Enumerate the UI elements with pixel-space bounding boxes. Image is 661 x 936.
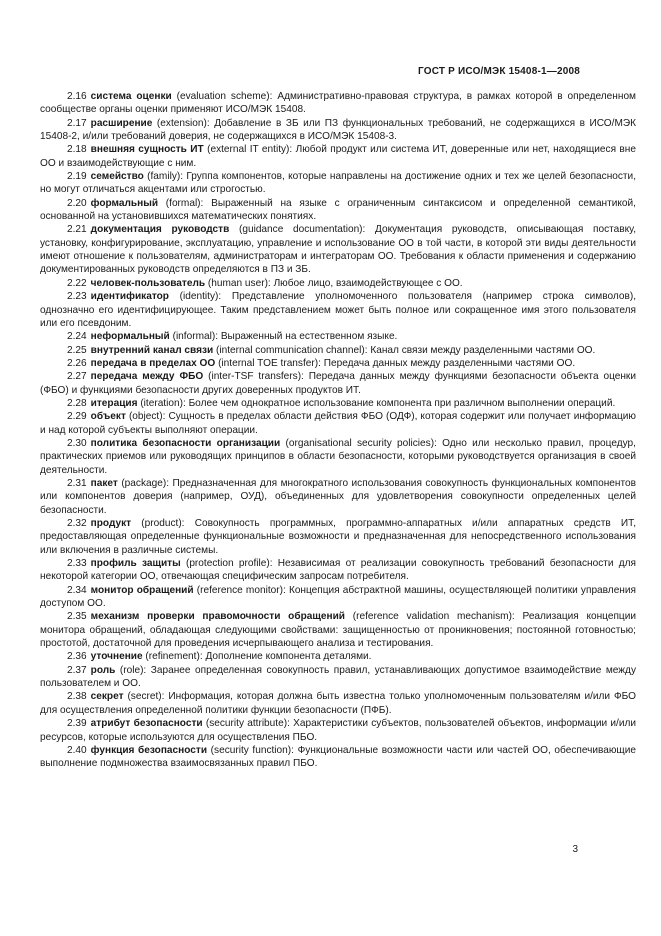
term-number: 2.26 (67, 357, 87, 369)
term-definition-paragraph (40, 744, 636, 771)
term-english-equivalent: (evaluation scheme): (176, 91, 273, 102)
term-definition-text: Концепция абстрактной машины, осуществляющей политики управления доступом ОО. (40, 584, 636, 610)
term-name: монитор обращений (90, 584, 194, 596)
term-name: объект (90, 411, 126, 423)
term-english-equivalent: (security function): (210, 744, 294, 756)
term-definition-text: Передача данных между разделенными частями ОО. (323, 357, 576, 369)
term-definition-text: Добавление в ЗБ или ПЗ функциональных требований, не содержащихся в ИСО/МЭК 15408-2, и/или требований доверия, не содержащихся в ИСО/МЭК 15408-3. (40, 117, 636, 143)
term-definition-text: Административно-правовая структура, в рамках которой в определенном сообществе органы оценки применяют ИСО/МЭК 15408. (40, 91, 636, 116)
term-name: передача в пределах ОО (90, 357, 216, 369)
term-definition-text: Выраженный на естественном языке. (220, 331, 398, 343)
term-definition-paragraph (40, 344, 636, 357)
term-definition-paragraph (40, 223, 636, 276)
term-english-equivalent: (extension): (156, 117, 210, 129)
term-definition-paragraph (40, 357, 636, 370)
term-english-equivalent: (product): (141, 518, 185, 529)
term-name: система оценки (90, 91, 172, 102)
term-english-equivalent: (family): (147, 171, 184, 183)
term-definition-paragraph (40, 290, 636, 330)
term-name: секрет (90, 691, 124, 703)
term-name: расширение (90, 117, 153, 129)
term-english-equivalent: (internal TOE transfer): (218, 357, 321, 369)
term-definition-paragraph (40, 370, 636, 397)
term-name: итерация (90, 397, 138, 409)
term-definition-text: Заранее определенная совокупность правил, устанавливающих допустимое взаимодействие между пользователем и ОО. (40, 664, 636, 690)
term-english-equivalent: (reference validation mechanism): (352, 611, 515, 623)
term-name: роль (90, 664, 116, 676)
term-english-equivalent: (package): (121, 477, 170, 489)
running-header-standard-designation: ГОСТ Р ИСО/МЭК 15408-1—2008 (417, 66, 580, 77)
term-english-equivalent: (refinement): (145, 651, 203, 663)
terms-definitions-list (40, 90, 636, 771)
term-english-equivalent: (internal communication channel): (216, 344, 368, 356)
term-definition-paragraph (40, 170, 636, 197)
term-definition-text: Представление уполномоченного пользователя (например строка символов), однозначно его идентифицирующее. Таким представлением может быть полное или сокращенное имя этого пользователя или его псевдоним. (40, 291, 636, 329)
term-definition-paragraph (40, 143, 636, 170)
term-name: механизм проверки правомочности обращений (90, 611, 345, 623)
term-definition-text: Функциональные возможности части или частей ОО, обеспечивающие выполнение подмножества взаимосвязанных правил ПБО. (40, 744, 636, 770)
term-number: 2.25 (67, 344, 87, 356)
term-definition-paragraph (40, 477, 636, 517)
term-english-equivalent: (formal): (165, 197, 204, 209)
term-definition-paragraph (40, 410, 636, 437)
term-name: идентификатор (90, 291, 169, 303)
term-definition-paragraph (40, 664, 636, 691)
term-number: 2.37 (67, 664, 87, 676)
term-name: функция безопасности (90, 744, 208, 756)
term-definition-text: Характеристики субъектов, пользователей объектов, информации и/или ресурсов, которые используются для осуществления ПБО. (40, 718, 637, 743)
term-english-equivalent: (external IT entity): (207, 144, 293, 156)
term-definition-paragraph (40, 610, 636, 650)
term-name: уточнение (90, 651, 143, 663)
term-name: формальный (90, 197, 159, 209)
term-english-equivalent: (guidance documentation): (238, 224, 366, 236)
term-name: передача между ФБО (90, 371, 204, 383)
term-definition-text: Дополнение компонента деталями. (205, 651, 372, 663)
term-english-equivalent: (security attribute): (205, 718, 290, 730)
term-number: 2.28 (67, 397, 87, 409)
term-number: 2.22 (67, 277, 87, 289)
term-definition-paragraph (40, 690, 636, 717)
term-number: 2.29 (67, 411, 87, 423)
term-definition-text: Группа компонентов, которые направлены на достижение одних и тех же целей безопасности, но могут отличаться акцентами или строгостью. (40, 171, 636, 196)
term-number: 2.16 (67, 91, 87, 102)
term-english-equivalent: (object): (128, 411, 166, 423)
term-number: 2.40 (67, 744, 87, 756)
term-definition-text: Канал связи между разделенными частями ОО. (370, 344, 596, 356)
term-name: неформальный (90, 331, 170, 343)
term-definition-paragraph (40, 397, 636, 410)
term-english-equivalent: (secret): (127, 691, 165, 703)
term-english-equivalent: (protection profile): (185, 558, 273, 570)
term-definition-paragraph (40, 517, 636, 557)
term-name: внешняя сущность ИТ (90, 144, 204, 156)
term-number: 2.32 (67, 518, 87, 529)
term-definition-paragraph (40, 277, 636, 290)
term-name: пакет (90, 477, 118, 489)
term-definition-text: Передача данных между функциями безопасности объекта оценки (ФБО) и функциями безопасности других доверенных продуктов ИТ. (40, 371, 636, 396)
term-definition-paragraph (40, 117, 636, 144)
term-number: 2.35 (67, 611, 87, 623)
term-number: 2.31 (67, 477, 87, 489)
term-english-equivalent: (inter-TSF transfers): (208, 371, 304, 383)
term-number: 2.19 (67, 171, 87, 183)
term-name: внутренний канал связи (90, 344, 214, 356)
term-definition-paragraph (40, 557, 636, 584)
term-definition-text: Совокупность программных, программно-аппаратных и/или аппаратных средств ИТ, предоставляющая определенные функциональные возможности и предназначенная для непосредственного использования или включения в различные системы. (40, 518, 636, 556)
term-definition-text: Любой продукт или система ИТ, доверенные или нет, находящиеся вне ОО и взаимодействующие с ним. (40, 144, 636, 169)
term-english-equivalent: (reference monitor): (196, 584, 286, 596)
term-name: профиль защиты (90, 558, 181, 570)
term-definition-paragraph (40, 650, 636, 663)
term-english-equivalent: (informal): (172, 331, 219, 343)
term-number: 2.20 (67, 197, 87, 209)
term-number: 2.24 (67, 331, 87, 343)
term-definition-text: Реализация концепции монитора обращений, обладающая следующими свойствами: защищенностью от проникновения; постоянной готовностью; простотой, достаточной для проведения исчерпывающего анализа и тестирования. (40, 611, 636, 650)
term-number: 2.21 (67, 224, 87, 236)
term-number: 2.38 (67, 691, 87, 703)
term-definition-paragraph (40, 197, 636, 224)
term-number: 2.17 (67, 117, 87, 129)
page-number: 3 (572, 844, 578, 855)
term-definition-text: Сущность в пределах области действия ФБО (ОДФ), которая содержит или получает информацию и над которой субъекты выполняют операции. (40, 411, 636, 436)
term-definition-text: Одно или несколько правил, процедур, практических приемов или руководящих принципов в области безопасности, которыми руководствуется организация в своей деятельности. (40, 437, 636, 476)
term-name: политика безопасности организации (90, 437, 281, 449)
term-definition-paragraph (40, 584, 636, 611)
term-name: человек-пользователь (90, 277, 206, 289)
term-number: 2.27 (67, 371, 87, 383)
term-number: 2.30 (67, 437, 87, 449)
term-definition-paragraph (40, 330, 636, 343)
term-name: атрибут безопасности (90, 718, 203, 730)
term-name: продукт (90, 518, 132, 529)
term-definition-text: Более чем однократное использование компонента при различном выполнении операций. (188, 397, 616, 409)
term-english-equivalent: (identity): (179, 291, 222, 303)
term-definition-paragraph (40, 437, 636, 477)
term-english-equivalent: (organisational security policies): (285, 437, 437, 449)
term-definition-text: Информация, которая должна быть известна только уполномоченным пользователям и/или ФБО для осуществления определенной политики функции безопасности (ПФБ). (40, 691, 636, 716)
term-english-equivalent: (role): (119, 664, 147, 676)
term-number: 2.33 (67, 558, 87, 570)
term-number: 2.23 (67, 291, 87, 303)
term-definition-text: Выраженный на языке с ограниченным синтаксисом и определенной семантикой, основанной на установившихся математических понятиях. (40, 197, 636, 223)
term-definition-paragraph (40, 90, 636, 117)
term-english-equivalent: (iteration): (140, 397, 186, 409)
term-number: 2.34 (67, 584, 87, 596)
term-number: 2.18 (67, 144, 87, 156)
term-definition-paragraph (40, 717, 636, 744)
term-definition-text: Документация руководств, описывающая поставку, установку, конфигурирование, эксплуатацию, управление и использование ОО в той части, в которой эти виды деятельности имеют отношение к пользователям, администраторам и интеграторам ОО. Требования к области применения и содержанию документированных руководств определяются в ПЗ и ЗБ. (40, 224, 636, 276)
term-name: документация руководств (90, 224, 230, 236)
term-number: 2.39 (67, 718, 87, 730)
term-number: 2.36 (67, 651, 87, 663)
term-name: семейство (90, 171, 144, 183)
term-definition-text: Любое лицо, взаимодействующее с ОО. (273, 277, 463, 289)
term-definition-text: Предназначенная для многократного использования совокупность функциональных компонентов или компонентов доверия (например, ОУД), объединенных для удовлетворения совокупности определенных целей безопасности. (40, 477, 636, 516)
term-english-equivalent: (human user): (207, 277, 271, 289)
term-definition-text: Независимая от реализации совокупность требований безопасности для некоторой категории ОО, отвечающая специфическим запросам потребителя. (40, 558, 636, 583)
